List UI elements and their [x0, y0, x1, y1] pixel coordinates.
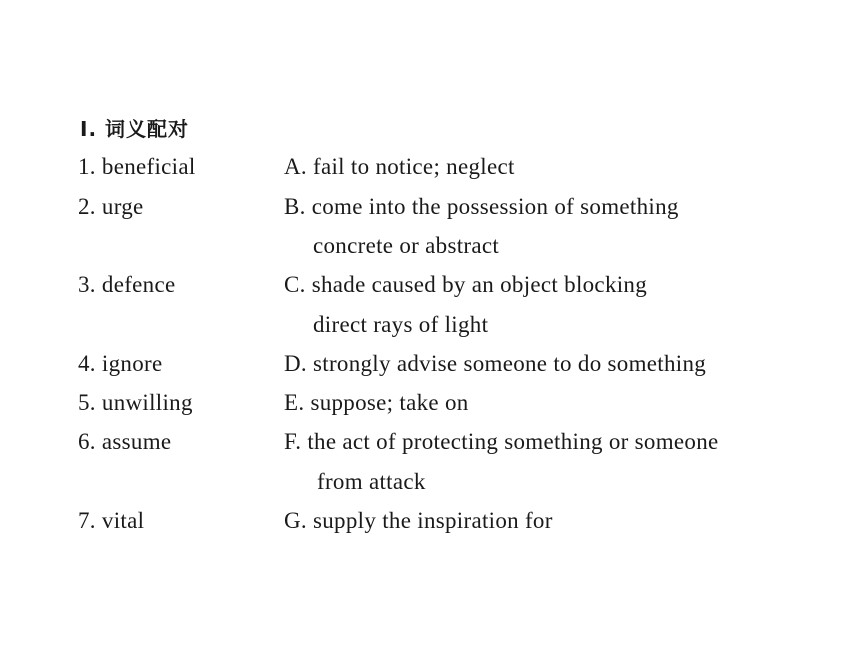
- definition-continuation: from attack: [317, 469, 426, 494]
- definition-item: D. strongly advise someone to do something: [284, 351, 707, 376]
- definition-continuation: concrete or abstract: [313, 233, 500, 258]
- word-item: 3. defence: [78, 272, 176, 297]
- definition-item: E. suppose; take on: [284, 390, 469, 415]
- definition-continuation: direct rays of light: [313, 312, 489, 337]
- definition-item: G. supply the inspiration for: [284, 508, 553, 533]
- definition-item: A. fail to notice; neglect: [284, 154, 515, 179]
- word-item: 2. urge: [78, 194, 144, 219]
- word-item: 1. beneficial: [78, 154, 196, 179]
- word-item: 7. vital: [78, 508, 145, 533]
- section-title: Ⅰ. 词义配对: [80, 117, 190, 141]
- word-item: 5. unwilling: [78, 390, 193, 415]
- definition-item: F. the act of protecting something or someone: [284, 429, 719, 454]
- definition-item: B. come into the possession of something: [284, 194, 679, 219]
- word-item: 6. assume: [78, 429, 172, 454]
- word-item: 4. ignore: [78, 351, 163, 376]
- definition-item: C. shade caused by an object blocking: [284, 272, 648, 297]
